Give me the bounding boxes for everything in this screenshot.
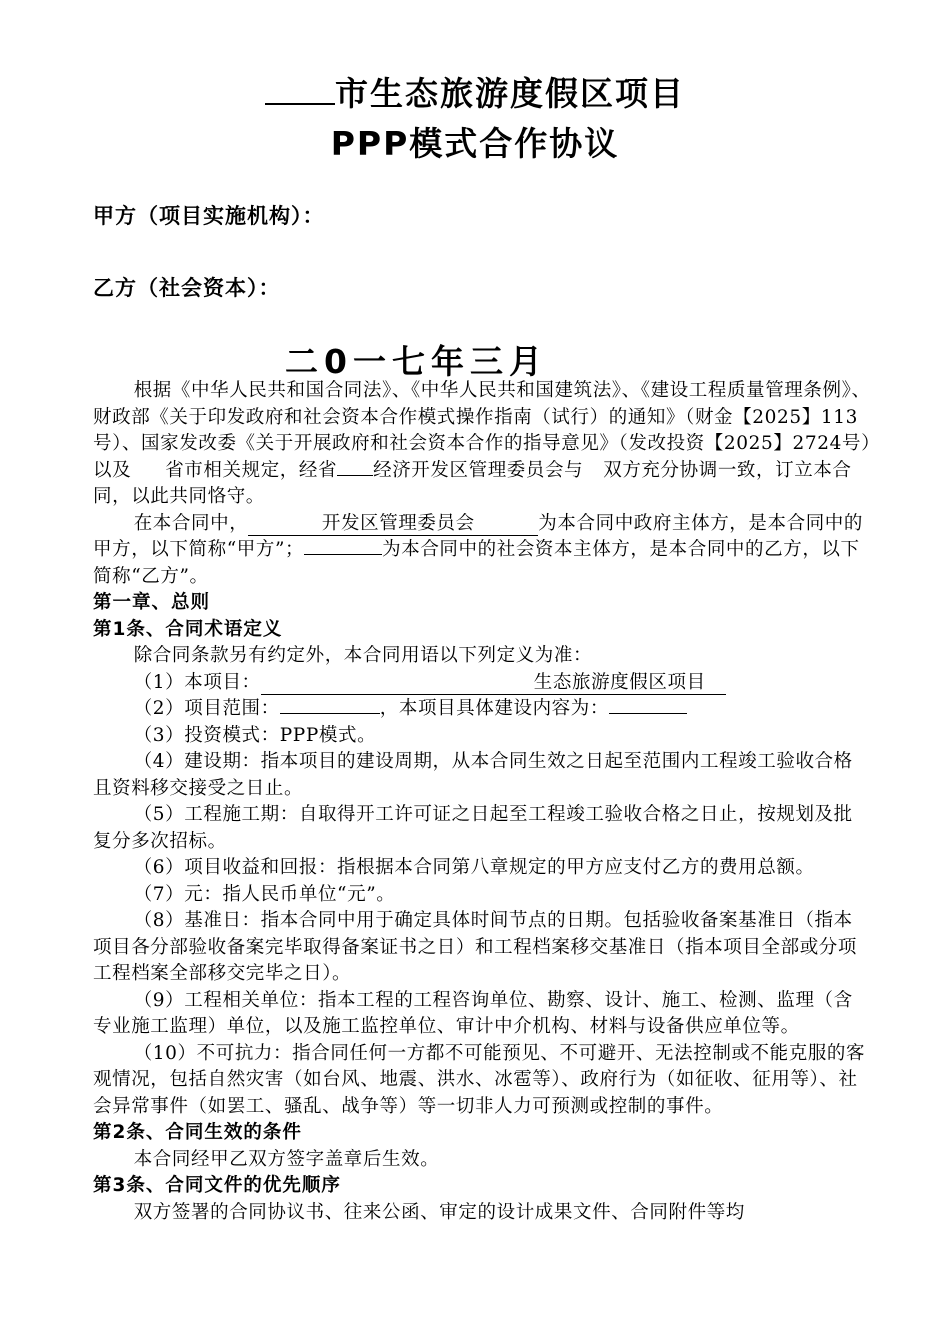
preamble2-text-c: 为本合同中的社会资本主体方，是本合同中的乙方，以下简称“乙方”。 xyxy=(93,539,860,587)
preamble-text-d: 双方充分协调一致，订立本合同，以此共同恪守。 xyxy=(93,459,852,507)
blank-underline xyxy=(609,713,687,714)
item-1-label: （1）本项目： xyxy=(133,671,261,693)
definition-item-1 xyxy=(93,670,871,697)
article-2-heading: 第2条、合同生效的条件 xyxy=(93,1122,302,1143)
chapter-1-heading: 第一章、总则 xyxy=(93,592,211,613)
item-2-mid: ，本项目具体建设内容为： xyxy=(379,698,609,719)
article-2-text: 本合同经甲乙双方签字盖章后生效。 xyxy=(133,1148,440,1170)
item-2-label: （2）项目范围： xyxy=(133,698,280,719)
preamble2-text-a: 在本合同中， xyxy=(133,512,249,534)
party-b-label: 乙方（社会资本）： xyxy=(93,276,281,300)
definition-item-8: （8）基准日：指本合同中用于确定具体时间节点的日期。包括验收备案基准日（指本项目各分部验收备案完毕取得备案证书之日）和工程档案移交基准日（指本项目全部或分项工程档案全部移交完毕之日）。 xyxy=(93,910,858,984)
definition-item-10: （10）不可抗力：指合同任何一方都不可能预见、不可避开、无法控制或不能克服的客观情况，包括自然灾害（如台风、地震、洪水、冰雹等）、政府行为（如征收、征用等）、社会异常事件（如罢工、骚乱、战争等）等一切非人力可预测或控制的事件。 xyxy=(93,1042,866,1117)
title-city-blank xyxy=(265,77,335,105)
definition-item-9: （9）工程相关单位：指本工程的工程咨询单位、勘察、设计、施工、检测、监理（含专业施工监理）单位，以及施工监控单位、审计中介机构、材料与设备供应单位等。 xyxy=(93,989,853,1037)
preamble-text-c: 经济开发区管理委员会与 xyxy=(373,459,584,481)
definition-item-2 xyxy=(93,696,871,723)
title-line-1-text: 市生态旅游度假区项目 xyxy=(335,74,685,113)
project-name-fill: 生态旅游度假区项目 xyxy=(261,672,726,695)
definition-item-7: （7）元：指人民币单位“元”。 xyxy=(133,883,396,905)
preamble-paragraph-2 xyxy=(93,511,871,591)
government-party-fill: 开发区管理委员会 xyxy=(248,513,538,536)
preamble2-text-b: 为本合同中政府主体方，是本合同中的甲方，以下简称“甲方”； xyxy=(93,512,863,560)
preamble-text-b: 省市相关规定，经省 xyxy=(165,459,338,481)
party-a-label: 甲方（项目实施机构）： xyxy=(93,204,325,228)
preamble-text-a: 根据《中华人民共和国合同法》、《中华人民共和国建筑法》、《建设工程质量管理条例》、财政部《关于印发政府和社会资本合作模式操作指南（试行）的通知》（财金【2025】113号）、国家发改委《关于开展政府和社会资本合作的指导意见》（发改投资【2025】2724号）以及 xyxy=(93,380,871,481)
document-body xyxy=(93,378,871,1226)
title-line-2: PPP模式合作协议 xyxy=(330,124,620,163)
definition-item-5: （5）工程施工期：自取得开工许可证之日起至工程竣工验收合格之日止，按规划及批复分多次招标。 xyxy=(93,804,853,852)
blank-underline xyxy=(337,475,373,476)
blank-underline xyxy=(280,713,380,714)
article-3-heading: 第3条、合同文件的优先顺序 xyxy=(93,1175,341,1196)
document-date: 二0一七年三月 xyxy=(285,342,548,381)
definition-item-3: （3）投资模式：PPP模式。 xyxy=(133,724,377,746)
article-1-heading: 第1条、合同术语定义 xyxy=(93,618,283,640)
preamble-paragraph-1 xyxy=(93,378,871,511)
definition-item-6: （6）项目收益和回报：指根据本合同第八章规定的甲方应支付乙方的费用总额。 xyxy=(133,857,815,878)
title-line-1 xyxy=(0,68,950,115)
blank-underline xyxy=(304,554,382,555)
article-1-intro: 除合同条款另有约定外，本合同用语以下列定义为准： xyxy=(133,645,593,666)
definition-item-4: （4）建设期：指本项目的建设周期，从本合同生效之日起至范围内工程竣工验收合格且资料移交接受之日止。 xyxy=(93,751,853,799)
article-3-text: 双方签署的合同协议书、往来公函、审定的设计成果文件、合同附件等均 xyxy=(133,1201,745,1223)
